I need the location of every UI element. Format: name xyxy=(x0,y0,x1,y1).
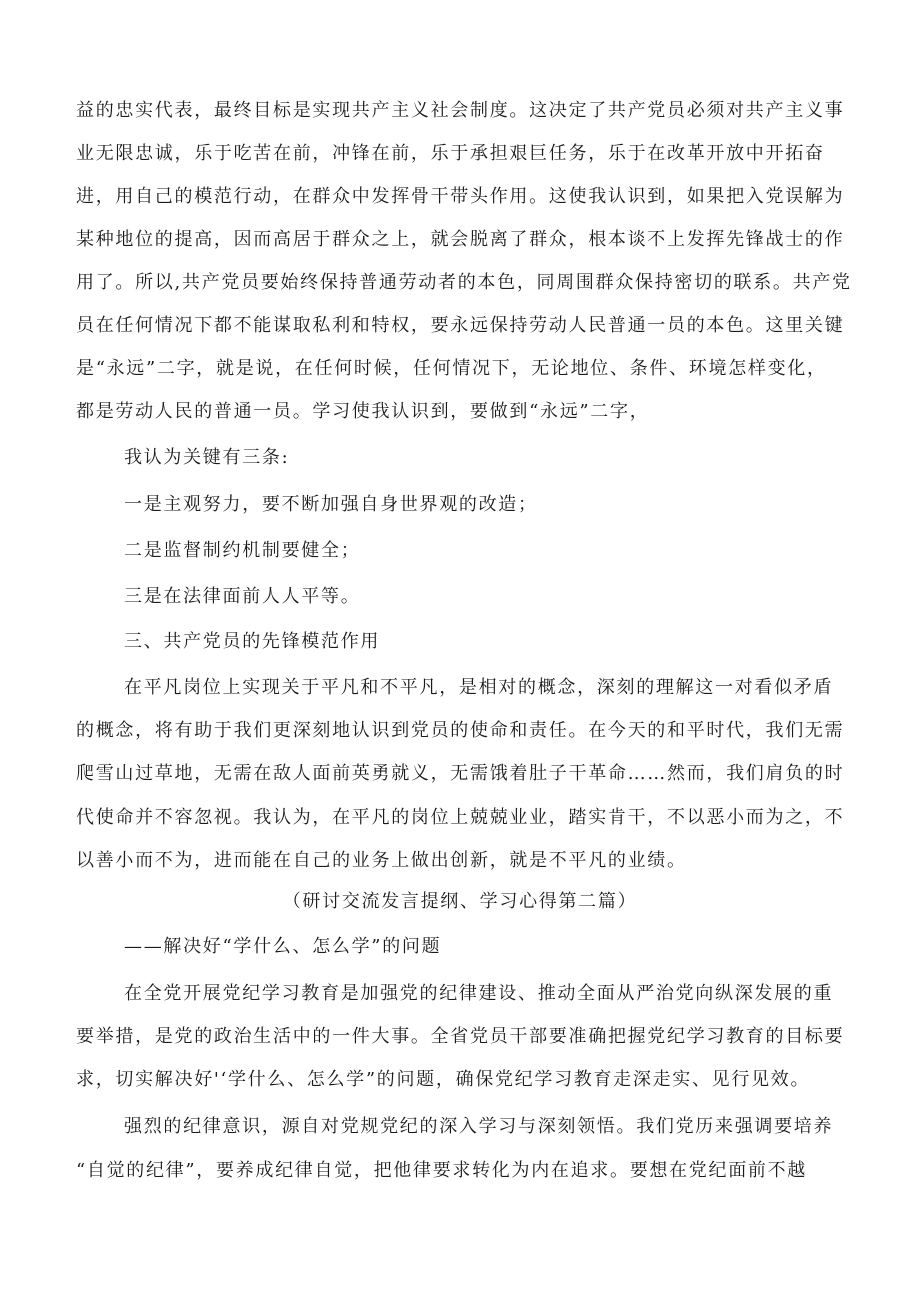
paragraph-7-line-2: 的概念，将有助于我们更深刻地认识到党员的使命和责任。在今天的和平时代，我们无需 xyxy=(76,720,845,741)
paragraph-7-line-4: 代使命并不容忽视。我认为，在平凡的岗位上兢兢业业，踏实肯干，不以恶小而为之，不 xyxy=(76,807,845,828)
paragraph-1-line-6: 员在任何情况下都不能谋取私利和特权，要永远保持劳动人民普通一员的本色。这里关键 xyxy=(76,315,845,336)
paragraph-1-line-7: 是“永远”二字，就是说，在任何时候，任何情况下，无论地位、条件、环境怎样变化， xyxy=(76,358,827,379)
paragraph-7-line-3: 爬雪山过草地，无需在敌人面前英勇就义，无需饿着肚子干革命……然而，我们肩负的时 xyxy=(76,763,845,784)
paragraph-1-line-4: 某种地位的提高，因而高居于群众之上，就会脱离了群众，根本谈不上发挥先锋战士的作 xyxy=(76,229,845,250)
paragraph-1-line-1: 益的忠实代表，最终目标是实现共产主义社会制度。这决定了共产党员必须对共产主义事 xyxy=(76,100,845,121)
paragraph-4: 二是监督制约机制要健全； xyxy=(124,540,361,561)
paragraph-10-line-1: 在全党开展党纪学习教育是加强党的纪律建设、推动全面从严治党向纵深发展的重 xyxy=(124,983,834,1004)
paragraph-5: 三是在法律面前人人平等。 xyxy=(124,586,361,607)
article-subtitle: （研讨交流发言提纲、学习心得第二篇） xyxy=(282,891,638,912)
paragraph-1-line-2: 业无限忠诚，乐于吃苦在前，冲锋在前，乐于承担艰巨任务，乐于在改革开放中开拓奋 xyxy=(76,143,825,164)
paragraph-7-line-5: 以善小而不为，进而能在自己的业务上做出创新，就是不平凡的业绩。 xyxy=(76,850,687,871)
paragraph-3: 一是主观努力，要不断加强自身世界观的改造； xyxy=(124,494,538,515)
paragraph-10-line-3: 求，切实解决好'‘学什么、怎么学”的问题，确保党纪学习教育走深走实、见行见效。 xyxy=(76,1069,811,1090)
paragraph-2: 我认为关键有三条: xyxy=(124,447,290,468)
paragraph-11-line-1: 强烈的纪律意识，源自对党规党纪的深入学习与深刻领悟。我们党历来强调要培养 xyxy=(124,1116,834,1137)
paragraph-1-line-3: 进，用自己的模范行动，在群众中发挥骨干带头作用。这使我认识到，如果把入党误解为 xyxy=(76,186,845,207)
paragraph-1-line-5: 用了。所以,共产党员要始终保持普通劳动者的本色，同周围群众保持密切的联系。共产党 xyxy=(76,272,852,293)
article-topic: ——解决好“学什么、怎么学”的问题 xyxy=(124,936,442,957)
section-heading: 三、共产党员的先锋模范作用 xyxy=(124,631,381,652)
paragraph-7-line-1: 在平凡岗位上实现关于平凡和不平凡，是相对的概念，深刻的理解这一对看似矛盾 xyxy=(124,677,834,698)
paragraph-11-line-2: “自觉的纪律”，要养成纪律自觉，把他律要求转化为内在追求。要想在党纪面前不越 xyxy=(76,1160,808,1181)
paragraph-1-line-8: 都是劳动人民的普通一员。学习使我认识到，要做到“永远”二字， xyxy=(76,401,650,422)
paragraph-10-line-2: 要举措，是党的政治生活中的一件大事。全省党员干部要准确把握党纪学习教育的目标要 xyxy=(76,1026,845,1047)
